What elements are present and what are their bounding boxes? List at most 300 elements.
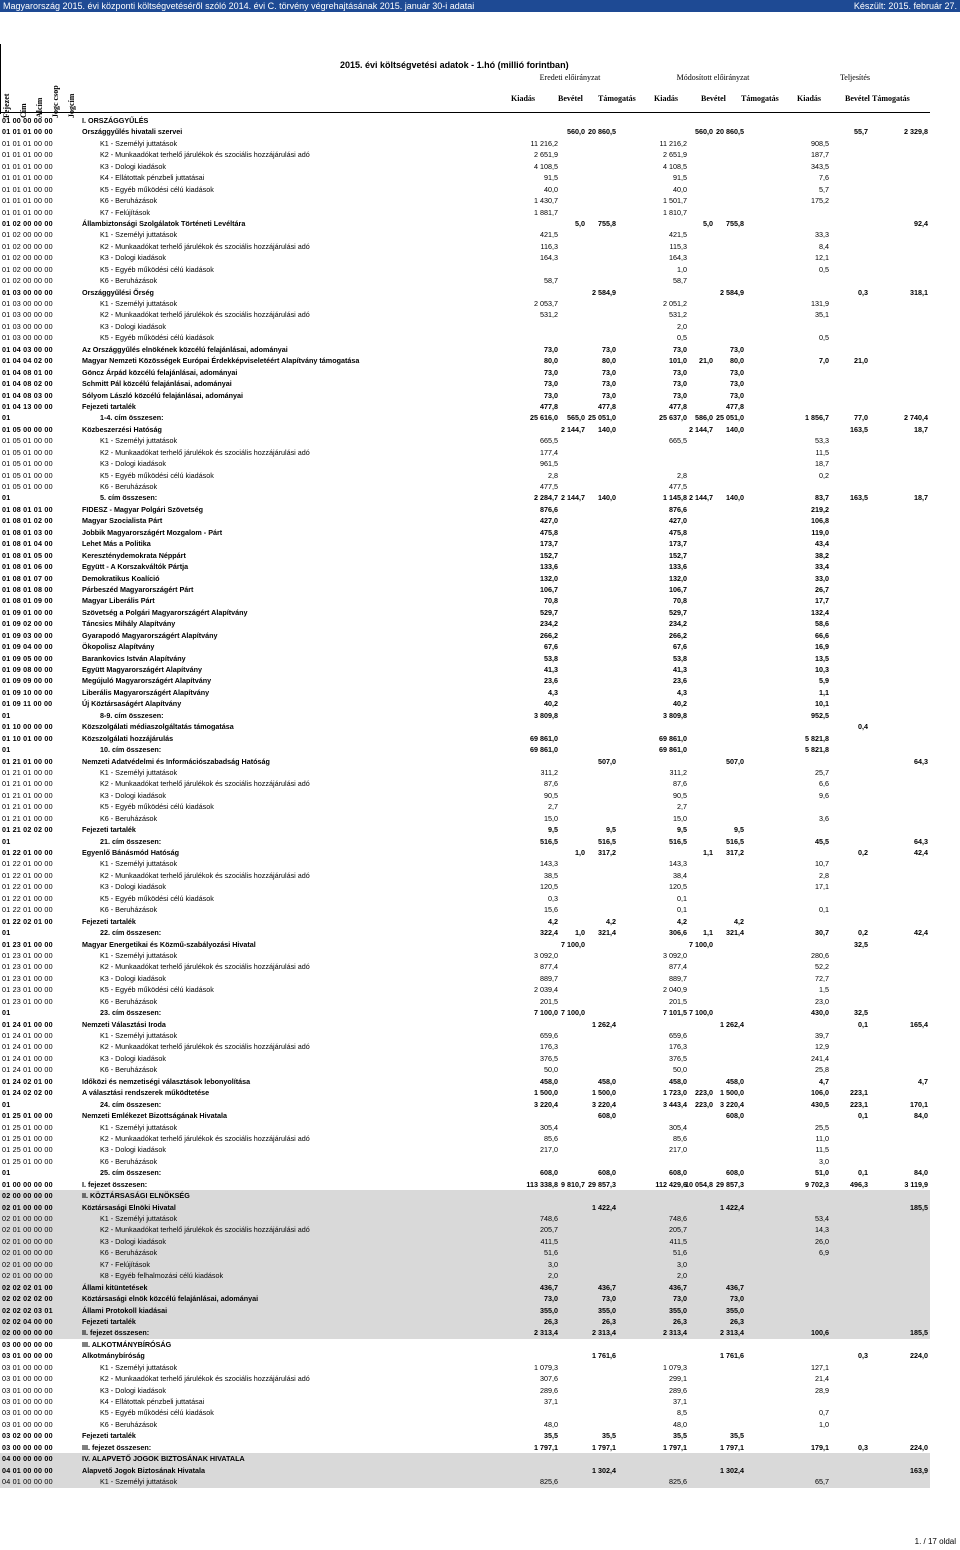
cell-value: 119,0 (811, 527, 829, 537)
table-row (0, 1396, 930, 1407)
table-row (0, 355, 930, 366)
cell-value: 40,2 (544, 699, 558, 709)
table-row (0, 1282, 930, 1293)
cell-value: 17,7 (815, 596, 829, 606)
row-code: 01 09 02 00 00 (2, 619, 53, 629)
cell-value: 0,5 (677, 333, 687, 343)
cell-value: 164,3 (669, 253, 687, 263)
row-code: 01 02 00 00 00 (2, 264, 53, 274)
cell-value: 436,7 (598, 1282, 616, 1292)
table-row (0, 721, 930, 732)
row-code: 01 21 01 00 00 (2, 813, 53, 823)
cell-value: 1 856,7 (805, 413, 829, 423)
cell-value: 37,1 (544, 1397, 558, 1406)
header-fejezet: Fejezet (2, 93, 11, 118)
cell-value: 2 284,7 (534, 493, 558, 503)
table-row (0, 321, 930, 332)
cell-value: 411,5 (669, 1236, 687, 1246)
row-name: 10. cím összesen: (100, 745, 162, 755)
cell-value: 876,6 (540, 504, 558, 514)
cell-value: 825,6 (669, 1477, 687, 1487)
cell-value: 2,0 (548, 1271, 558, 1281)
cell-value: 25 051,0 (716, 413, 744, 423)
cell-value: 430,5 (811, 1099, 829, 1109)
cell-value: 2 313,4 (592, 1328, 616, 1338)
cell-value: 516,5 (726, 836, 744, 846)
table-row (0, 801, 930, 812)
cell-value: 69 861,0 (659, 733, 687, 743)
table-row (0, 1179, 930, 1190)
cell-value: 92,4 (914, 218, 928, 228)
cell-value: 411,5 (540, 1236, 558, 1246)
header-col-bevetel-3: Bevétel (845, 94, 870, 103)
header-col-bevetel-2: Bevétel (701, 94, 726, 103)
header-cim: Cím (19, 103, 28, 118)
table-row (0, 492, 930, 503)
row-name: Kereszténydemokrata Néppárt (82, 550, 186, 560)
cell-value: 355,0 (540, 1305, 558, 1315)
table-row (0, 1407, 930, 1418)
cell-value: 2,0 (677, 321, 687, 331)
cell-value: 6,6 (819, 779, 829, 789)
cell-value: 131,9 (811, 299, 829, 308)
row-code: 03 01 00 00 00 (2, 1362, 53, 1372)
cell-value: 70,8 (544, 596, 558, 606)
cell-value: 2 051,2 (663, 299, 687, 308)
row-name: K3 - Dologi kiadások (100, 161, 166, 171)
row-code: 03 01 00 00 00 (2, 1385, 53, 1395)
table-row (0, 149, 930, 160)
row-code: 01 22 01 00 00 (2, 859, 53, 869)
row-code: 01 08 01 03 00 (2, 527, 53, 537)
cell-value: 477,8 (540, 401, 558, 411)
table-row (0, 1350, 930, 1361)
cell-value: 48,0 (673, 1419, 687, 1429)
row-name: K5 - Egyéb működési célú kiadások (100, 264, 214, 274)
table-row (0, 264, 930, 275)
row-name: K2 - Munkaadókat terhelő járulékok és szociális hozzájárulási adó (100, 241, 310, 251)
header-col-tamogatas-2: Támogatás (741, 94, 779, 103)
cell-value: 1,1 (819, 687, 829, 697)
table-row (0, 241, 930, 252)
table-row (0, 195, 930, 206)
cell-value: 35,5 (544, 1431, 558, 1441)
cell-value: 201,5 (540, 996, 558, 1006)
cell-value: 18,7 (914, 493, 928, 503)
cell-value: 908,5 (811, 138, 829, 148)
table-row (0, 275, 930, 286)
table-row (0, 973, 930, 984)
row-code: 01 24 02 01 00 (2, 1076, 53, 1086)
row-code: 02 01 00 00 00 (2, 1271, 53, 1281)
row-name: K1 - Személyi juttatások (100, 859, 178, 869)
cell-value: 173,7 (669, 539, 687, 549)
table-row (0, 367, 930, 378)
cell-value: 33,4 (815, 562, 829, 572)
row-name: K6 - Beruházások (100, 1156, 158, 1166)
cell-value: 53,4 (815, 1214, 829, 1223)
table-row (0, 1465, 930, 1476)
header-group-modified: Módosított előirányzat (676, 73, 750, 82)
header-col-kiadas-1: Kiadás (511, 94, 536, 103)
row-name: Állambiztonsági Szolgálatok Történeti Levéltára (82, 218, 246, 228)
cell-value: 889,7 (669, 973, 687, 983)
row-name: Közszolgálati hozzájárulás (82, 733, 174, 743)
cell-value: 73,0 (673, 1294, 687, 1304)
cell-value: 3,0 (548, 1259, 558, 1269)
row-name: Nemzeti Adatvédelmi és Információszabadság Hatóság (82, 756, 270, 766)
cell-value: 0,2 (858, 928, 868, 938)
table-row (0, 298, 930, 309)
row-code: 01 (2, 1168, 11, 1178)
cell-value: 187,7 (811, 150, 829, 160)
cell-value: 25 051,0 (588, 413, 616, 423)
row-name: Közszolgálati médiaszolgáltatás támogatása (82, 722, 234, 732)
cell-value: 1 797,1 (592, 1442, 616, 1452)
cell-value: 665,5 (669, 436, 687, 446)
row-code: 01 04 08 01 00 (2, 367, 53, 377)
cell-value: 7 100,0 (689, 939, 713, 949)
table-row (0, 390, 930, 401)
row-name: Együtt - A Korszakváltók Pártja (82, 562, 189, 572)
cell-value: 516,5 (540, 836, 558, 846)
table-row (0, 218, 930, 229)
cell-value: 7 100,0 (561, 939, 585, 949)
table-row (0, 595, 930, 606)
row-code: 01 23 01 00 00 (2, 985, 53, 995)
row-code: 01 (2, 836, 11, 846)
cell-value: 87,6 (673, 779, 687, 789)
cell-value: 73,0 (673, 390, 687, 400)
row-code: 01 09 03 00 00 (2, 630, 53, 640)
row-name: Jobbik Magyarországért Mozgalom - Párt (82, 527, 223, 537)
row-code: 01 24 01 00 00 (2, 1031, 53, 1040)
cell-value: 516,5 (669, 836, 687, 846)
cell-value: 7,0 (819, 356, 829, 366)
row-name: 24. cím összesen: (100, 1099, 162, 1109)
row-code: 01 05 01 00 00 (2, 447, 53, 457)
cell-value: 2 144,7 (689, 493, 713, 503)
cell-value: 961,5 (540, 459, 558, 469)
cell-value: 5,7 (819, 184, 829, 194)
cell-value: 560,0 (567, 127, 585, 137)
cell-value: 120,5 (540, 882, 558, 892)
cell-value: 2 651,9 (663, 150, 687, 160)
table-row (0, 481, 930, 492)
cell-value: 26,3 (602, 1316, 616, 1326)
cell-value: 170,1 (910, 1099, 928, 1109)
cell-value: 376,5 (540, 1053, 558, 1063)
table-row (0, 1167, 930, 1178)
cell-value: 26,3 (544, 1316, 558, 1326)
cell-value: 112 429,6 (655, 1179, 687, 1189)
cell-value: 69 861,0 (530, 733, 558, 743)
cell-value: 4 108,5 (534, 161, 558, 171)
table-row (0, 893, 930, 904)
table-row (0, 1133, 930, 1144)
cell-value: 1 761,6 (720, 1351, 744, 1361)
header-col-kiadas-2: Kiadás (654, 94, 679, 103)
row-code: 02 02 04 00 00 (2, 1316, 53, 1326)
row-code: 01 (2, 928, 11, 938)
row-name: K5 - Egyéb működési célú kiadások (100, 184, 214, 194)
cell-value: 1 797,1 (663, 1442, 687, 1452)
row-name: K3 - Dologi kiadások (100, 321, 166, 331)
row-code: 02 01 00 00 00 (2, 1225, 53, 1235)
row-code: 01 24 02 02 00 (2, 1088, 53, 1098)
cell-value: 4,2 (734, 916, 744, 926)
cell-value: 2,8 (819, 870, 829, 880)
cell-value: 3 092,0 (534, 950, 558, 960)
cell-value: 311,2 (669, 767, 687, 777)
cell-value: 45,5 (815, 836, 829, 846)
cell-value: 43,4 (815, 539, 829, 549)
row-name: Új Köztársaságért Alapítvány (82, 699, 182, 709)
cell-value: 458,0 (540, 1076, 558, 1086)
table-row (0, 1156, 930, 1167)
cell-value: 73,0 (602, 367, 616, 377)
row-code: 02 02 02 01 00 (2, 1282, 53, 1292)
row-code: 04 00 00 00 00 (2, 1454, 53, 1464)
cell-value: 9,5 (677, 825, 687, 835)
cell-value: 10,3 (815, 665, 829, 674)
cell-value: 73,0 (730, 379, 744, 389)
row-code: 01 01 01 00 00 (2, 173, 53, 183)
cell-value: 30,7 (815, 928, 829, 938)
cell-value: 217,0 (540, 1145, 558, 1155)
cell-value: 608,0 (540, 1168, 558, 1178)
table-row (0, 1236, 930, 1247)
cell-value: 113 338,8 (526, 1179, 558, 1189)
row-code: 01 01 01 00 00 (2, 207, 53, 217)
cell-value: 133,6 (669, 562, 687, 572)
row-name: K2 - Munkaadókat terhelő járulékok és szociális hozzájárulási adó (100, 310, 310, 320)
cell-value: 306,6 (669, 928, 687, 938)
table-row (0, 618, 930, 629)
table-row (0, 1453, 930, 1464)
row-name: Magyar Energetikai és Közmű-szabályozási Hivatal (82, 939, 256, 949)
row-code: 01 23 01 00 00 (2, 973, 53, 983)
header-jogcim: Jogcím (67, 93, 76, 118)
table-row (0, 1041, 930, 1052)
row-name: II. fejezet összesen: (82, 1328, 150, 1338)
row-code: 01 21 01 00 00 (2, 802, 53, 812)
table-row (0, 447, 930, 458)
table-row (0, 527, 930, 538)
cell-value: 1 430,7 (534, 196, 558, 206)
cell-value: 48,0 (544, 1419, 558, 1429)
table-row (0, 287, 930, 298)
header-col-kiadas-3: Kiadás (797, 94, 822, 103)
cell-value: 9,5 (606, 825, 616, 835)
row-code: 01 09 01 00 00 (2, 607, 53, 617)
cell-value: 11,0 (815, 1133, 829, 1143)
cell-value: 85,6 (544, 1133, 558, 1143)
cell-value: 8,4 (819, 241, 829, 251)
cell-value: 427,0 (540, 516, 558, 526)
row-name: III. ALKOTMÁNYBÍRÓSÁG (82, 1339, 172, 1349)
cell-value: 234,2 (540, 619, 558, 629)
row-name: II. KÖZTÁRSASÁGI ELNÖKSÉG (82, 1191, 190, 1201)
row-name: Sólyom László közcélú felajánlásai, adományai (82, 390, 243, 400)
row-name: K6 - Beruházások (100, 813, 158, 823)
cell-value: 2 313,4 (720, 1328, 744, 1338)
cell-value: 20 860,5 (716, 127, 744, 137)
row-name: K6 - Beruházások (100, 1065, 158, 1075)
row-name: 5. cím összesen: (100, 493, 158, 503)
row-name: K7 - Felújítások (100, 1259, 150, 1269)
cell-value: 2 039,4 (534, 985, 558, 995)
row-code: 01 01 01 00 00 (2, 161, 53, 171)
row-code: 01 01 01 00 00 (2, 150, 53, 160)
row-name: A választási rendszerek működtetése (82, 1088, 210, 1098)
row-name: Barankovics István Alapítvány (82, 653, 186, 663)
cell-value: 38,4 (673, 870, 687, 880)
cell-value: 25,7 (815, 767, 829, 777)
table-row (0, 756, 930, 767)
cell-value: 73,0 (673, 367, 687, 377)
cell-value: 58,6 (815, 619, 829, 629)
cell-value: 29 857,3 (588, 1179, 616, 1189)
table-row (0, 401, 930, 412)
cell-value: 608,0 (598, 1111, 616, 1121)
row-code: 01 21 01 00 00 (2, 756, 53, 766)
cell-value: 224,0 (910, 1351, 928, 1361)
table-row (0, 1362, 930, 1373)
table-row (0, 904, 930, 915)
row-code: 01 05 01 00 00 (2, 470, 53, 480)
row-code: 03 01 00 00 00 (2, 1397, 53, 1406)
cell-value: 1,1 (703, 848, 713, 857)
cell-value: 18,7 (914, 424, 928, 434)
cell-value: 2 144,7 (561, 493, 585, 503)
cell-value: 100,6 (811, 1328, 829, 1338)
table-row (0, 573, 930, 584)
row-name: K2 - Munkaadókat terhelő járulékok és szociális hozzájárulási adó (100, 1042, 310, 1052)
cell-value: 73,0 (544, 390, 558, 400)
table-row (0, 1110, 930, 1121)
table-row (0, 538, 930, 549)
header-group-original: Eredeti előirányzat (539, 73, 601, 82)
table-row (0, 1442, 930, 1453)
cell-value: 73,0 (602, 379, 616, 389)
cell-value: 755,8 (726, 218, 744, 228)
table-row (0, 847, 930, 858)
cell-value: 305,4 (540, 1122, 558, 1132)
row-code: 02 01 00 00 00 (2, 1259, 53, 1269)
cell-value: 241,4 (811, 1053, 829, 1063)
cell-value: 0,2 (819, 470, 829, 480)
header-group-performance: Teljesítés (839, 73, 871, 82)
row-code: 01 24 01 00 00 (2, 1042, 53, 1052)
cell-value: 321,4 (726, 928, 744, 938)
row-code: 01 05 01 00 00 (2, 436, 53, 446)
table-row (0, 961, 930, 972)
table-row (0, 664, 930, 675)
row-code: 01 08 01 06 00 (2, 562, 53, 572)
cell-value: 12,1 (815, 253, 829, 263)
cell-value: 51,0 (815, 1168, 829, 1178)
row-name: K3 - Dologi kiadások (100, 1385, 166, 1395)
cell-value: 73,0 (673, 379, 687, 389)
cell-value: 69 861,0 (530, 745, 558, 755)
table-row (0, 1419, 930, 1430)
cell-value: 11 216,2 (659, 138, 687, 148)
table-row (0, 332, 930, 343)
cell-value: 23,6 (673, 676, 687, 686)
row-name: Az Országgyűlés elnökének közcélú felajánlásai, adományai (82, 344, 288, 354)
table-row (0, 1122, 930, 1133)
cell-value: 322,4 (540, 928, 558, 938)
table-row (0, 584, 930, 595)
cell-value: 9 810,7 (561, 1179, 585, 1189)
row-code: 01 22 02 01 00 (2, 916, 53, 926)
row-name: Állami Protokoll kiadásai (82, 1305, 168, 1315)
table-row (0, 675, 930, 686)
cell-value: 0,3 (858, 1442, 868, 1452)
cell-value: 311,2 (540, 767, 558, 777)
cell-value: 4,3 (548, 687, 558, 697)
row-code: 02 01 00 00 00 (2, 1202, 53, 1212)
row-code: 01 09 08 00 00 (2, 665, 53, 674)
cell-value: 13,5 (815, 653, 829, 663)
cell-value: 10,7 (815, 859, 829, 869)
cell-value: 223,0 (695, 1099, 713, 1109)
cell-value: 32,5 (854, 939, 868, 949)
row-name: K6 - Beruházások (100, 905, 158, 915)
row-name: K3 - Dologi kiadások (100, 790, 166, 800)
cell-value: 1,0 (575, 928, 585, 938)
table-row (0, 424, 930, 435)
table-row (0, 470, 930, 481)
row-code: 01 03 00 00 00 (2, 287, 53, 297)
cell-value: 132,0 (540, 573, 558, 583)
table-row (0, 161, 930, 172)
row-name: I. ORSZÁGGYŰLÉS (82, 116, 149, 125)
table-row (0, 1007, 930, 1018)
cell-value: 15,6 (544, 905, 558, 915)
cell-value: 586,0 (695, 413, 713, 423)
cell-value: 39,7 (815, 1031, 829, 1040)
cell-value: 531,2 (540, 310, 558, 320)
cell-value: 608,0 (726, 1111, 744, 1121)
cell-value: 41,3 (544, 665, 558, 674)
row-code: 01 08 01 07 00 (2, 573, 53, 583)
row-code: 02 00 00 00 00 (2, 1191, 53, 1201)
table-row (0, 1247, 930, 1258)
cell-value: 0,5 (819, 264, 829, 274)
row-code: 01 25 01 00 00 (2, 1133, 53, 1143)
cell-value: 1 810,7 (663, 207, 687, 217)
cell-value: 608,0 (726, 1168, 744, 1178)
row-code: 01 22 01 00 00 (2, 848, 53, 857)
row-code: 01 21 01 00 00 (2, 790, 53, 800)
row-code: 01 08 01 09 00 (2, 596, 53, 606)
row-name: Magyar Liberális Párt (82, 596, 155, 606)
cell-value: 177,4 (540, 447, 558, 457)
cell-value: 80,0 (602, 356, 616, 366)
cell-value: 1 145,8 (663, 493, 687, 503)
table-row (0, 710, 930, 721)
table-row (0, 184, 930, 195)
row-code: 01 03 00 00 00 (2, 321, 53, 331)
row-code: 01 (2, 710, 11, 720)
row-name: 22. cím összesen: (100, 928, 162, 938)
cell-value: 133,6 (540, 562, 558, 572)
cell-value: 2,8 (677, 470, 687, 480)
cell-value: 14,3 (815, 1225, 829, 1235)
cell-value: 201,5 (669, 996, 687, 1006)
